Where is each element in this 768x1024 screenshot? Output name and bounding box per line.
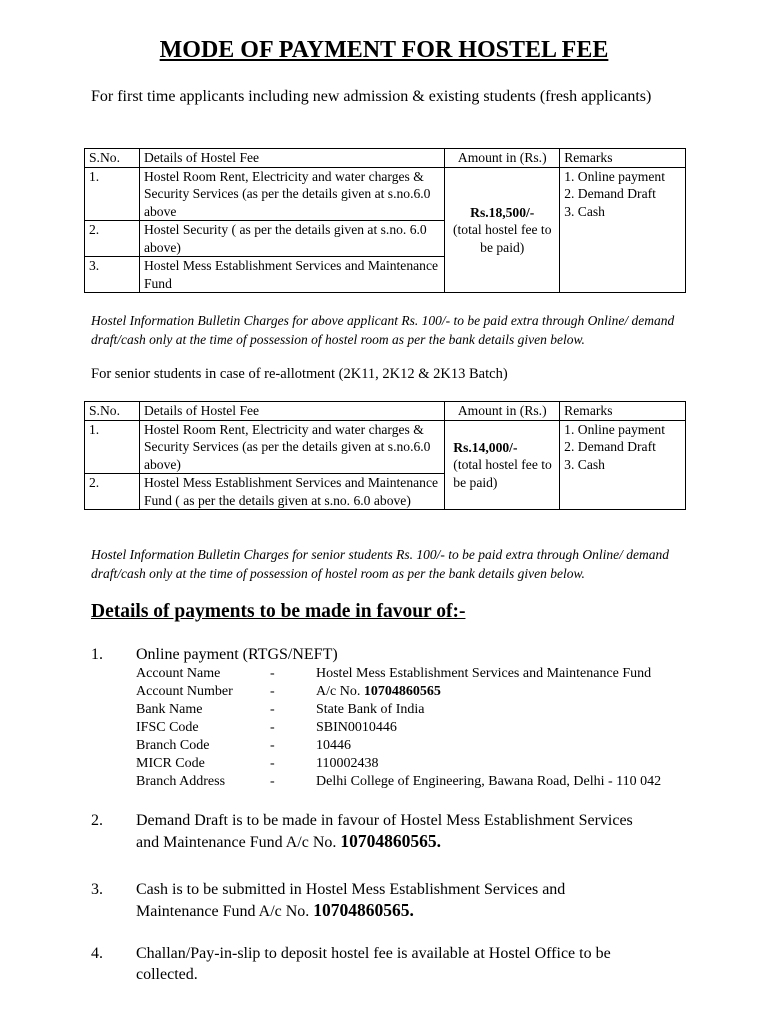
- text-fragment: Maintenance Fund A/c No.: [136, 903, 314, 920]
- bank-value: [316, 737, 351, 755]
- demand-draft-text: [136, 810, 736, 853]
- remarks-cell: [560, 167, 686, 293]
- bank-value: [316, 683, 441, 701]
- row-details: Hostel Room Rent, Electricity and water charges & Security Services (as per the details given at s.no.6.0 above): [139, 420, 444, 474]
- row-details: Hostel Security ( as per the details given at s.no. 6.0 above): [139, 221, 444, 257]
- text-line: Cash is to be submitted in Hostel Mess Establishment Services and: [136, 881, 566, 898]
- amount-note: (total hostel fee to be paid): [452, 222, 552, 255]
- bank-row-account-name: [136, 665, 736, 683]
- account-number: 10704860565.: [313, 900, 414, 920]
- bank-value-text: 10446: [316, 738, 351, 753]
- col-header-remarks: Remarks: [560, 149, 686, 168]
- table-row: [85, 420, 686, 474]
- col-header-sno: S.No.: [85, 402, 140, 421]
- remark-item: 3. Cash: [564, 203, 605, 219]
- bank-row-branch-address: [136, 773, 736, 791]
- bulletin-note-senior: Hostel Information Bulletin Charges for senior students Rs. 100/- to be paid extra through Online/ demand draft/cash only at the time of possession of hostel room as per the bank details given below.: [91, 547, 669, 581]
- bank-label: Branch Address: [136, 774, 226, 789]
- bulletin-note-fresh: Hostel Information Bulletin Charges for above applicant Rs. 100/- to be paid extra through Online/ demand draft/cash only at the time of possession of hostel room as per the bank details given below.: [91, 313, 675, 347]
- text-fragment: and Maintenance Fund A/c No.: [136, 834, 341, 851]
- bank-value: [316, 755, 378, 773]
- bank-dash: -: [270, 720, 275, 735]
- item-number: 4.: [91, 945, 103, 962]
- remark-item: 1. Online payment: [564, 168, 665, 184]
- row-sno: 1.: [85, 420, 140, 474]
- col-header-sno: S.No.: [85, 149, 140, 168]
- bank-row-bank-name: [136, 701, 736, 719]
- bank-dash: -: [270, 774, 275, 789]
- remark-item: 2. Demand Draft: [564, 186, 656, 201]
- text-line: [136, 900, 736, 922]
- col-header-details: Details of Hostel Fee: [139, 402, 444, 421]
- bank-value: [316, 701, 424, 719]
- col-header-details: Details of Hostel Fee: [139, 149, 444, 168]
- row-sno: 3.: [85, 257, 140, 293]
- payment-details-heading: Details of payments to be made in favour of:-: [91, 601, 466, 622]
- bank-label: Branch Code: [136, 738, 210, 753]
- item-number: 2.: [91, 812, 103, 829]
- bank-label: Account Number: [136, 684, 233, 699]
- remark-item: 1. Online payment: [564, 421, 665, 437]
- amount-cell: [445, 167, 560, 293]
- amount-cell: [445, 420, 560, 510]
- bank-row-ifsc-code: [136, 719, 736, 737]
- amount-value: Rs.14,000/-: [453, 439, 518, 455]
- row-sno: 2.: [85, 474, 140, 510]
- col-header-remarks: Remarks: [560, 402, 686, 421]
- page-title: MODE OF PAYMENT FOR HOSTEL FEE: [159, 37, 609, 63]
- bank-value-text: State Bank of India: [316, 702, 425, 717]
- bank-dash: -: [270, 756, 275, 771]
- bank-value-text: Hostel Mess Establishment Services and Maintenance Fund: [316, 666, 652, 681]
- table-header-row: [85, 402, 686, 421]
- col-header-amount: Amount in (Rs.): [445, 149, 560, 168]
- bank-value-bold: 10704860565: [363, 684, 441, 699]
- challan-text: [136, 943, 736, 985]
- bank-details: [136, 665, 736, 791]
- online-payment-label: Online payment (RTGS/NEFT): [136, 646, 338, 663]
- col-header-amount: Amount in (Rs.): [445, 402, 560, 421]
- bank-row-account-number: [136, 683, 736, 701]
- text-line: Challan/Pay-in-slip to deposit hostel fee is available at Hostel Office to be: [136, 945, 611, 962]
- table-row: [85, 167, 686, 221]
- bank-value-text: A/c No.: [316, 684, 364, 699]
- bank-value-text: Delhi College of Engineering, Bawana Road, Delhi - 110 042: [316, 774, 662, 789]
- bank-row-branch-code: [136, 737, 736, 755]
- bank-label: IFSC Code: [136, 720, 199, 735]
- fee-table-fresh: [84, 148, 686, 293]
- remark-item: 3. Cash: [564, 456, 605, 472]
- row-details: Hostel Mess Establishment Services and Maintenance Fund: [139, 257, 444, 293]
- cash-text: [136, 879, 736, 922]
- remarks-cell: [560, 420, 686, 510]
- bank-row-micr-code: [136, 755, 736, 773]
- item-number: 1.: [91, 646, 103, 663]
- bank-value-text: 110002438: [316, 756, 379, 771]
- bank-value: [316, 773, 661, 791]
- bank-value: [316, 719, 397, 737]
- item-number: 3.: [91, 881, 103, 898]
- amount-note: (total hostel fee to be paid): [453, 457, 552, 490]
- bank-dash: -: [270, 738, 275, 753]
- bank-dash: -: [270, 702, 275, 717]
- bank-dash: -: [270, 684, 275, 699]
- text-line: [136, 831, 736, 853]
- amount-value: Rs.18,500/-: [470, 204, 535, 220]
- row-sno: 1.: [85, 167, 140, 221]
- account-number: 10704860565.: [340, 831, 442, 851]
- bank-label: Bank Name: [136, 702, 203, 717]
- bank-label: MICR Code: [136, 756, 205, 771]
- senior-intro-text: For senior students in case of re-allotment (2K11, 2K12 & 2K13 Batch): [91, 366, 508, 382]
- bank-value: [316, 665, 651, 683]
- bank-label: Account Name: [136, 666, 221, 681]
- fee-table-senior: [84, 401, 686, 510]
- bank-dash: -: [270, 666, 275, 681]
- table-header-row: [85, 149, 686, 168]
- text-line: collected.: [136, 966, 198, 983]
- remark-item: 2. Demand Draft: [564, 439, 656, 454]
- row-details: Hostel Room Rent, Electricity and water charges & Security Services (as per the details given at s.no.6.0 above: [139, 167, 444, 221]
- text-line: Demand Draft is to be made in favour of Hostel Mess Establishment Services: [136, 812, 633, 829]
- bank-value-text: SBIN0010446: [316, 720, 397, 735]
- row-details: Hostel Mess Establishment Services and Maintenance Fund ( as per the details given at s.no. 6.0 above): [139, 474, 444, 510]
- intro-text: For first time applicants including new admission & existing students (fresh applicants): [91, 88, 652, 105]
- row-sno: 2.: [85, 221, 140, 257]
